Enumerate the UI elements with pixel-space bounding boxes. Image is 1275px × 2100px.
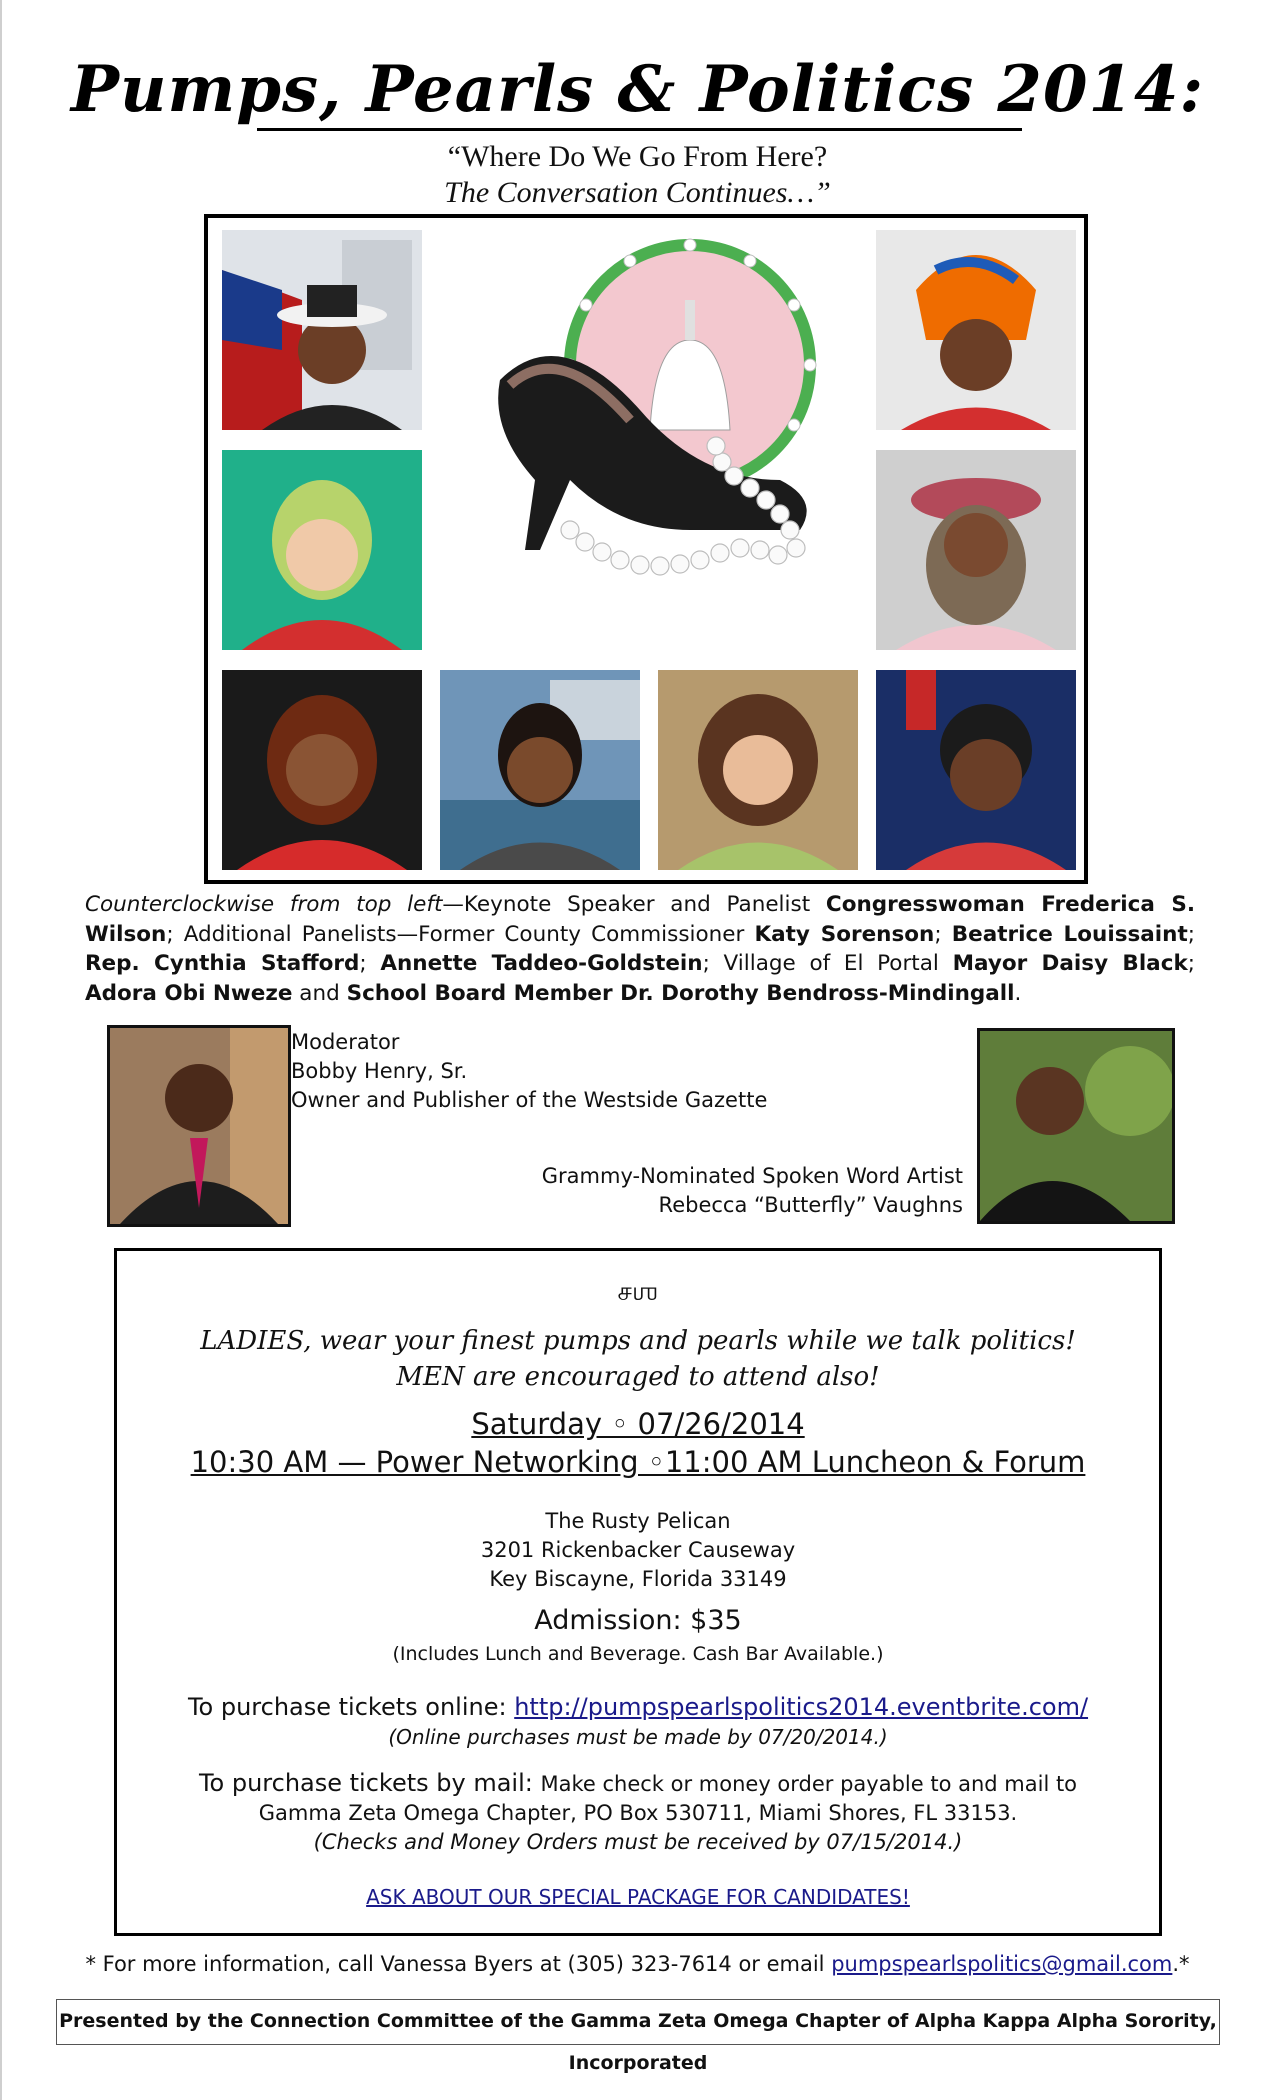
subtitle-line-1: “Where Do We Go From Here? <box>447 140 828 173</box>
pump-pearls-logo <box>440 230 858 650</box>
artist-role: Grammy-Nominated Spoken Word Artist <box>541 1164 963 1188</box>
dress-code-note: LADIES, wear your finest pumps and pearls while we talk politics! MEN are encouraged to attend also! <box>200 1326 1076 1392</box>
artist-info <box>542 1162 963 1220</box>
event-venue <box>117 1507 1159 1594</box>
artist-photo <box>977 1028 1175 1224</box>
photo-panelist-7 <box>876 230 1076 430</box>
ornament-icon: சஶ <box>617 1277 659 1307</box>
photo-panelist-5 <box>876 670 1076 870</box>
moderator-role: Moderator <box>291 1030 400 1054</box>
artist-name: Rebecca “Butterfly” Vaughns <box>658 1193 963 1217</box>
special-package-link[interactable]: ASK ABOUT OUR SPECIAL PACKAGE FOR CANDIDATES! <box>366 1885 910 1909</box>
moderator-photo <box>107 1025 291 1227</box>
admission-note: (Includes Lunch and Beverage. Cash Bar Available.) <box>392 1643 884 1665</box>
venue-street: 3201 Rickenbacker Causeway <box>480 1538 796 1562</box>
subtitle-line-2: The Conversation Continues…” <box>444 176 831 209</box>
online-deadline-note: (Online purchases must be made by 07/20/2014.) <box>388 1725 888 1749</box>
photo-keynote <box>222 230 422 430</box>
venue-name: The Rusty Pelican <box>545 1509 731 1533</box>
ticket-link[interactable]: http://pumpspearlspolitics2014.eventbrite.com/ <box>514 1693 1089 1721</box>
photo-panelist-1 <box>222 450 422 650</box>
title-underline <box>257 128 1022 131</box>
photo-panelist-6 <box>876 450 1076 650</box>
event-date: Saturday ◦ 07/26/2014 <box>471 1407 805 1441</box>
contact-email-link[interactable]: pumpspearlspolitics@gmail.com <box>831 1952 1173 1976</box>
admission-price: Admission: $35 <box>534 1605 742 1636</box>
mail-tickets: To purchase tickets by mail: Make check or money order payable to and mail to Gamma Zeta Omega Chapter, PO Box 530711, Miami Shores, FL 33153. (Checks and Money Orders must be received by 07/15/2014.) <box>198 1769 1078 1854</box>
moderator-info <box>291 1028 767 1115</box>
venue-city: Key Biscayne, Florida 33149 <box>489 1567 787 1591</box>
page-title: Pumps, Pearls & Politics 2014: <box>70 52 1205 127</box>
photo-caption: Counterclockwise from top left—Keynote Speaker and Panelist Congresswoman Frederica S. Wilson; Additional Panelists—Former County Commissioner Katy Sorenson; Beatrice Louissaint; Rep. Cynthia Stafford; Annette Taddeo-Goldstein; Village of El Portal Mayor Daisy Black; Adora Obi Nweze and School Board Member Dr. Dorothy Bendross-Mindingall. <box>85 892 1195 1006</box>
photo-panelist-4 <box>658 670 858 870</box>
event-time: 10:30 AM — Power Networking ◦11:00 AM Luncheon & Forum <box>190 1445 1086 1479</box>
photo-panelist-2 <box>222 670 422 870</box>
online-tickets: To purchase tickets online: http://pumpspearlspolitics2014.eventbrite.com/ <box>187 1693 1089 1721</box>
event-details <box>114 1248 1162 1936</box>
photo-collage <box>204 214 1088 884</box>
contact-info: * For more information, call Vanessa Byers at (305) 323-7614 or email pumpspearlspolitics@gmail.com.* <box>85 1952 1190 1976</box>
photo-panelist-3 <box>440 670 640 870</box>
moderator-name: Bobby Henry, Sr. <box>291 1059 468 1083</box>
moderator-title: Owner and Publisher of the Westside Gazette <box>291 1088 768 1112</box>
special-package <box>117 1885 1159 1909</box>
page-edge <box>0 0 2 2100</box>
presented-by: Presented by the Connection Committee of the Gamma Zeta Omega Chapter of Alpha Kappa Alpha Sorority, Incorporated <box>56 1999 1220 2045</box>
